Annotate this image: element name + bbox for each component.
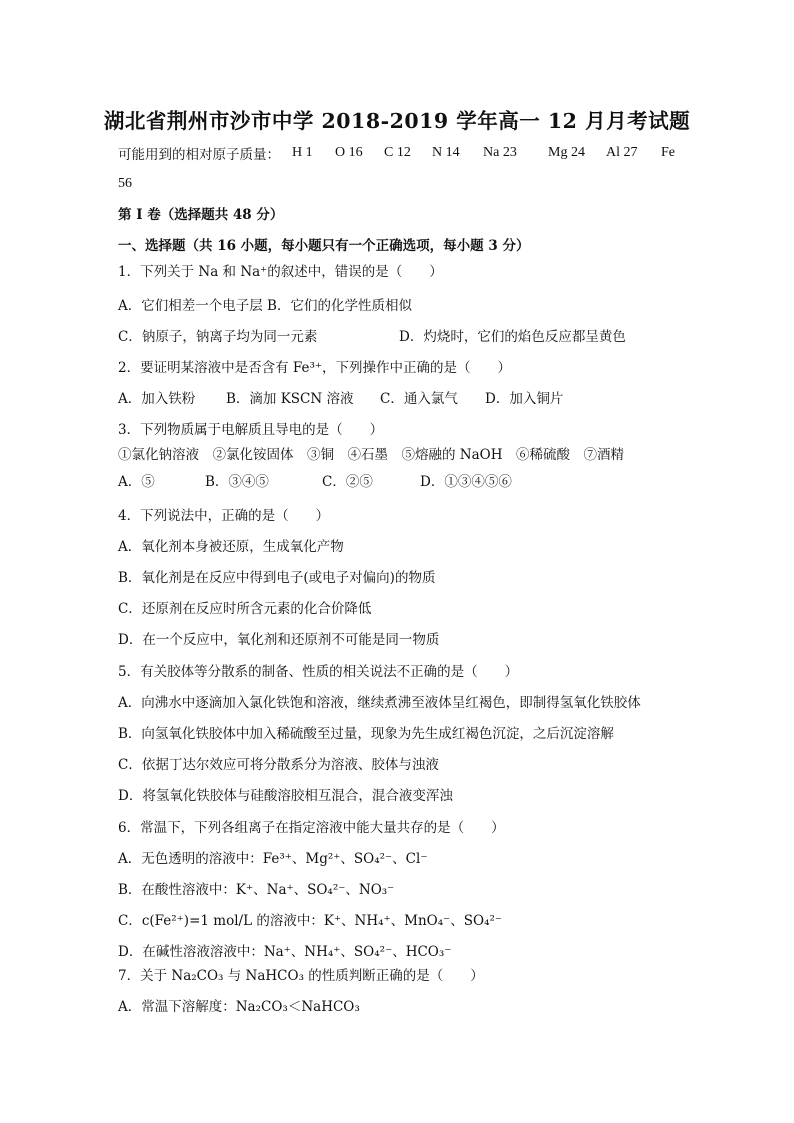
question-1-stem: 1．下列关于 Na 和 Na⁺的叙述中，错误的是（ ） (118, 264, 443, 280)
question-2-option-a: A．加入铁粉 (118, 391, 196, 407)
atomic-mass-fe: Fe (661, 145, 675, 160)
question-2-stem: 2．要证明某溶液中是否含有 Fe³⁺，下列操作中正确的是（ ） (118, 360, 512, 376)
page-title: 湖北省荆州市沙市中学 2018-2019 学年高一 12 月月考试题 (103, 109, 691, 133)
question-6-option-a: A．无色透明的溶液中：Fe³⁺、Mg²⁺、SO₄²⁻、Cl⁻ (118, 851, 428, 867)
question-4-option-a: A．氧化剂本身被还原，生成氧化产物 (118, 539, 344, 555)
question-5-option-c: C．依据丁达尔效应可将分散系分为溶液、胶体与浊液 (118, 757, 439, 773)
question-6-option-d: D．在碱性溶液溶液中：Na⁺、NH₄⁺、SO₄²⁻、HCO₃⁻ (118, 944, 452, 960)
atomic-mass-label: 可能用到的相对原子质量： (118, 147, 280, 163)
question-6-option-c: C．c(Fe²⁺)=1 mol/L 的溶液中：K⁺、NH₄⁺、MnO₄⁻、SO₄²⁻ (118, 913, 503, 929)
question-1-options-ab: A．它们相差一个电子层 B．它们的化学性质相似 (118, 298, 412, 314)
question-1-option-d: D．灼烧时，它们的焰色反应都呈黄色 (399, 329, 626, 345)
question-3-option-b: B．③④⑤ (205, 474, 269, 490)
question-2-option-c: C．通入氯气 (380, 391, 458, 407)
question-1-option-c: C．钠原子，钠离子均为同一元素 (118, 329, 318, 345)
atomic-mass-mg: Mg 24 (548, 145, 585, 160)
question-3-option-d: D．①③④⑤⑥ (420, 474, 512, 490)
atomic-mass-fe-value: 56 (118, 176, 132, 191)
question-3-option-a: A．⑤ (118, 474, 155, 490)
question-6-option-b: B．在酸性溶液中：K⁺、Na⁺、SO₄²⁻、NO₃⁻ (118, 882, 395, 898)
question-4-stem: 4．下列说法中，正确的是（ ） (118, 508, 330, 524)
question-4-option-b: B．氧化剂是在反应中得到电子(或电子对偏向)的物质 (118, 570, 436, 586)
atomic-mass-n: N 14 (432, 145, 460, 160)
atomic-mass-na: Na 23 (483, 145, 517, 160)
question-5-option-d: D．将氢氧化铁胶体与硅酸溶胶相互混合，混合液变浑浊 (118, 788, 453, 804)
part-heading: 一、选择题（共 16 小题，每小题只有一个正确选项，每小题 3 分） (118, 238, 530, 254)
question-3-option-c: C．②⑤ (322, 474, 373, 490)
atomic-mass-c: C 12 (384, 145, 411, 160)
question-3-stem: 3．下列物质属于电解质且导电的是（ ） (118, 422, 384, 438)
question-7-option-a: A．常温下溶解度：Na₂CO₃＜NaHCO₃ (118, 999, 360, 1015)
question-7-stem: 7．关于 Na₂CO₃ 与 NaHCO₃ 的性质判断正确的是（ ） (118, 968, 484, 984)
question-5-option-a: A．向沸水中逐滴加入氯化铁饱和溶液，继续煮沸至液体呈红褐色，即制得氢氧化铁胶体 (118, 695, 641, 711)
question-5-option-b: B．向氢氧化铁胶体中加入稀硫酸至过量，现象为先生成红褐色沉淀，之后沉淀溶解 (118, 726, 614, 742)
atomic-mass-al: Al 27 (606, 145, 638, 160)
question-4-option-c: C．还原剂在反应时所含元素的化合价降低 (118, 601, 372, 617)
atomic-mass-o: O 16 (335, 145, 363, 160)
question-4-option-d: D．在一个反应中，氧化剂和还原剂不可能是同一物质 (118, 632, 440, 648)
atomic-mass-h: H 1 (292, 145, 313, 160)
question-2-option-b: B．滴加 KSCN 溶液 (226, 391, 354, 407)
question-5-stem: 5．有关胶体等分散系的制备、性质的相关说法不正确的是（ ） (118, 664, 519, 680)
question-2-option-d: D．加入铜片 (485, 391, 564, 407)
question-6-stem: 6．常温下，下列各组离子在指定溶液中能大量共存的是（ ） (118, 820, 505, 836)
question-3-substances: ①氯化钠溶液 ②氯化铵固体 ③铜 ④石墨 ⑤熔融的 NaOH ⑥稀硫酸 ⑦酒精 (118, 447, 624, 463)
section-heading: 第 I 卷（选择题共 48 分） (118, 207, 284, 223)
